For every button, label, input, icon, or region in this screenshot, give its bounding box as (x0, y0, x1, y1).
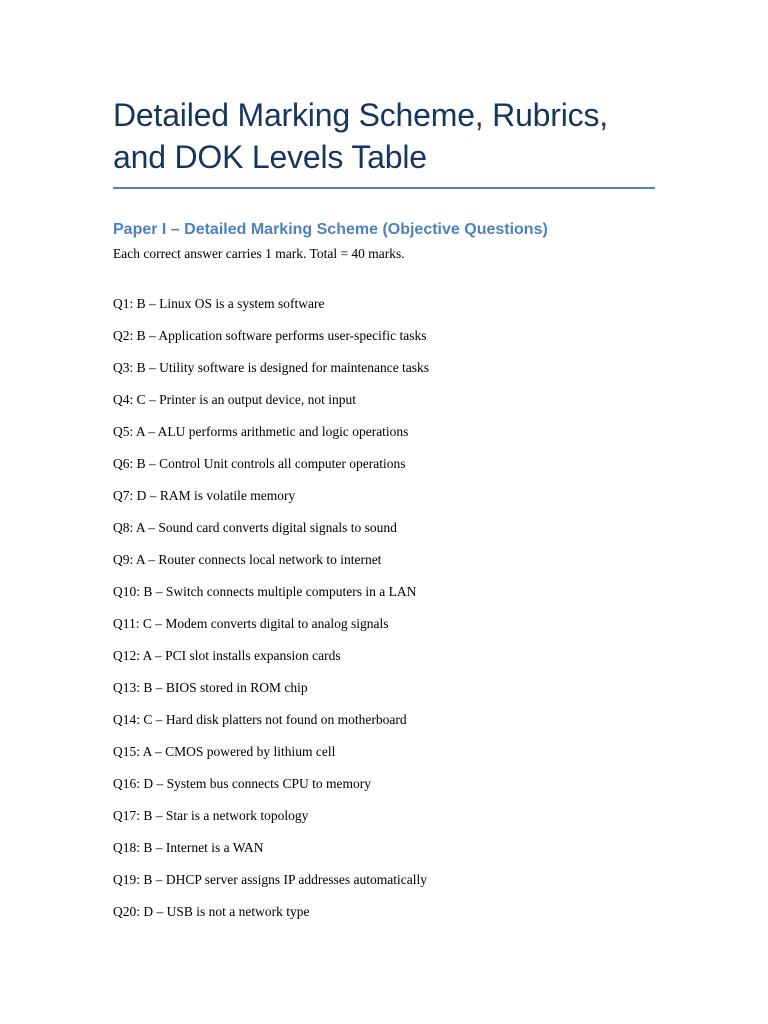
answer-item-q7: Q7: D – RAM is volatile memory (113, 488, 296, 503)
answer-item-q3: Q3: B – Utility software is designed for maintenance tasks (113, 360, 430, 375)
answer-item-q11: Q11: C – Modem converts digital to analog signals (113, 616, 389, 631)
answer-item-q5: Q5: A – ALU performs arithmetic and logic operations (113, 424, 409, 439)
answer-item-q8: Q8: A – Sound card converts digital signals to sound (113, 520, 397, 535)
section-heading: Paper I – Detailed Marking Scheme (Objective Questions) (113, 221, 548, 238)
answer-item-q19: Q19: B – DHCP server assigns IP addresses automatically (113, 872, 427, 887)
answer-item-q9: Q9: A – Router connects local network to internet (113, 552, 382, 567)
answer-item-q14: Q14: C – Hard disk platters not found on motherboard (113, 712, 407, 727)
answer-item-q10: Q10: B – Switch connects multiple computers in a LAN (113, 584, 417, 599)
answer-item-q12: Q12: A – PCI slot installs expansion cards (113, 648, 341, 663)
answer-list (113, 295, 655, 921)
answer-item-q16: Q16: D – System bus connects CPU to memory (113, 776, 371, 791)
section-intro: Each correct answer carries 1 mark. Total = 40 marks. (113, 246, 405, 261)
title-underline (113, 187, 655, 189)
answer-item-q2: Q2: B – Application software performs user-specific tasks (113, 328, 427, 343)
answer-item-q18: Q18: B – Internet is a WAN (113, 840, 264, 855)
answer-item-q17: Q17: B – Star is a network topology (113, 808, 309, 823)
answer-item-q4: Q4: C – Printer is an output device, not input (113, 392, 356, 407)
answer-item-q20: Q20: D – USB is not a network type (113, 904, 310, 919)
document-title: Detailed Marking Scheme, Rubrics, and DOK Levels Table (113, 97, 608, 175)
document-page (113, 0, 655, 935)
answer-item-q1: Q1: B – Linux OS is a system software (113, 296, 325, 311)
answer-item-q13: Q13: B – BIOS stored in ROM chip (113, 680, 308, 695)
answer-item-q6: Q6: B – Control Unit controls all computer operations (113, 456, 406, 471)
answer-item-q15: Q15: A – CMOS powered by lithium cell (113, 744, 336, 759)
